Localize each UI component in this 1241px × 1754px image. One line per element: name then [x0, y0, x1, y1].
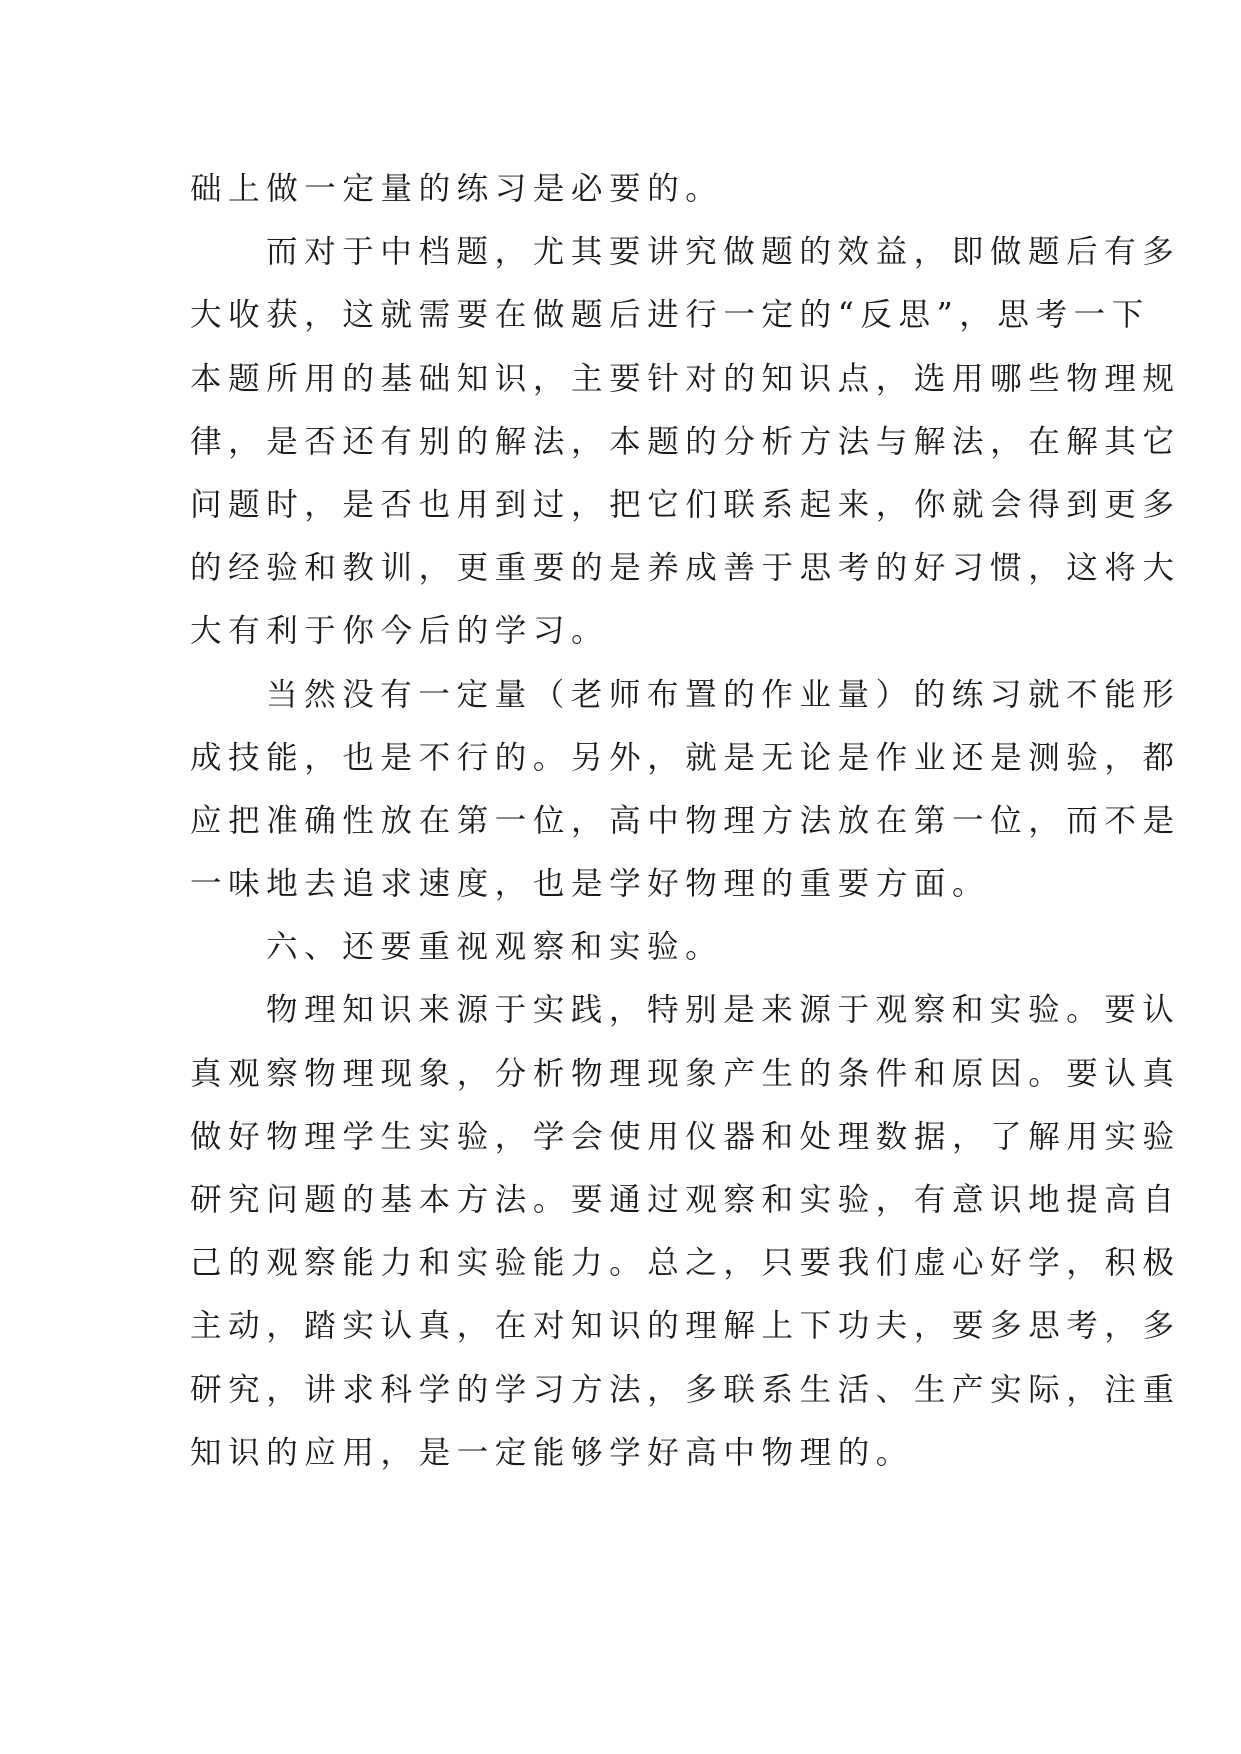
- text-line: 己的观察能力和实验能力。总之，只要我们虚心好学，积极: [190, 1245, 1181, 1282]
- text-line: 当然没有一定量（老师布置的作业量）的练习就不能形: [266, 676, 1181, 713]
- text-line: 的经验和教训，更重要的是养成善于思考的好习惯，这将大: [190, 550, 1181, 587]
- text-line: 研究，讲求科学的学习方法，多联系生活、生产实际，注重: [190, 1371, 1181, 1408]
- text-line: 应把准确性放在第一位，高中物理方法放在第一位，而不是: [190, 802, 1181, 839]
- text-line: 真观察物理现象，分析物理现象产生的条件和原因。要认真: [190, 1055, 1181, 1092]
- text-line: 问题时，是否也用到过，把它们联系起来，你就会得到更多: [190, 486, 1181, 523]
- text-line: 研究问题的基本方法。要通过观察和实验，有意识地提高自: [190, 1182, 1181, 1218]
- text-line: 知识的应用，是一定能够学好高中物理的。: [190, 1434, 914, 1471]
- text-line: 本题所用的基础知识，主要针对的知识点，选用哪些物理规: [190, 360, 1181, 397]
- text-line: 础上做一定量的练习是必要的。: [190, 171, 724, 207]
- text-line: 物理知识来源于实践，特别是来源于观察和实验。要认: [266, 992, 1181, 1029]
- text-line: 律，是否还有别的解法，本题的分析方法与解法，在解其它: [190, 423, 1181, 460]
- text-line: 做好物理学生实验，学会使用仪器和处理数据，了解用实验: [190, 1118, 1181, 1155]
- text-line: 一味地去追求速度，也是学好物理的重要方面。: [190, 866, 991, 903]
- text-line: 大收获，这就需要在做题后进行一定的“反思”，思考一下: [190, 297, 1150, 334]
- text-line: 大有利于你今后的学习。: [190, 613, 610, 650]
- section-heading: 六、还要重视观察和实验。: [266, 929, 724, 966]
- text-line: 成技能，也是不行的。另外，就是无论是作业还是测验，都: [190, 739, 1181, 776]
- text-line: 而对于中档题，尤其要讲究做题的效益，即做题后有多: [266, 234, 1181, 271]
- text-line: 主动，踏实认真，在对知识的理解上下功夫，要多思考，多: [190, 1308, 1181, 1345]
- body-text: [190, 158, 1181, 1485]
